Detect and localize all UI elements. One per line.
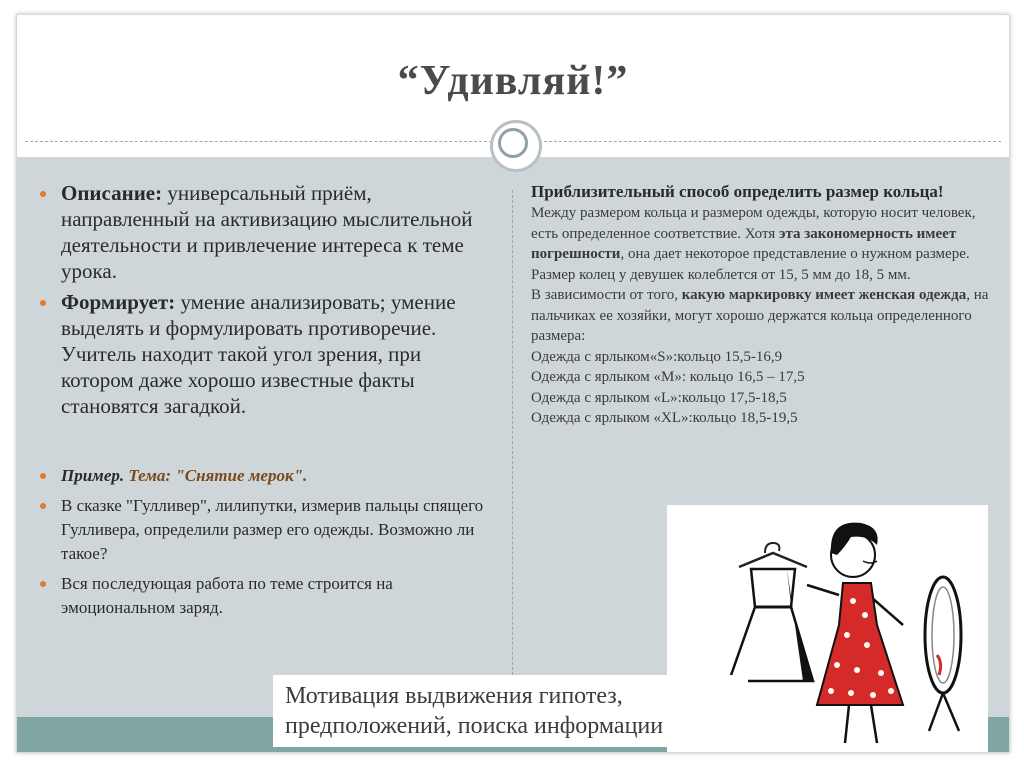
list-item-description [37, 180, 497, 284]
p1-text-b: , она дает некоторое представление о нужном размере. [620, 246, 970, 262]
size-line-m: Одежда с ярлыком «M»: кольцо 16,5 – 17,5 [531, 369, 805, 385]
red-dress-icon [817, 583, 903, 705]
ring-size-heading: Приблизительный способ определить размер кольца! [531, 182, 944, 201]
girl-legs [845, 705, 877, 743]
forms-label: Формирует: [61, 290, 176, 314]
mirror-icon [925, 577, 961, 693]
list-item-example [37, 464, 497, 488]
list-item-story [37, 494, 497, 566]
description-label: Описание: [61, 181, 163, 205]
p3-text-b: , на пальчиках ее хозяйки, могут хорошо держатся кольца определенного размера: [531, 287, 989, 344]
forms-text: умение анализировать; умение выделять и формулировать противоречие. Учитель находит такой угол зрения, при котором даже хорошо известные факты становятся загадкой. [61, 290, 456, 418]
hanger-hook-icon [765, 543, 779, 553]
circle-ornament-icon [490, 120, 542, 172]
paragraph-correspondence [531, 203, 1001, 265]
paragraph-ring-range: Размер колец у девушек колеблется от 15, 5 мм до 18, 5 мм. [531, 266, 911, 283]
motivation-caption: Мотивация выдвижения гипотез, предположений, поиска информации [273, 675, 748, 747]
p3-text-a: В зависимости от того, [531, 287, 682, 303]
p3-bold: какую маркировку имеет женская одежда [681, 287, 967, 303]
hanger-icon [739, 553, 807, 567]
column-divider [512, 190, 513, 710]
size-line-xl: Одежда с ярлыком «XL»:кольцо 18,5-19,5 [531, 410, 798, 426]
size-line-s: Одежда с ярлыком«S»:кольцо 15,5-16,9 [531, 348, 783, 365]
story-text: В сказке "Гулливер", лилипутки, измерив пальцы спящего Гулливера, определили размер его одежды. Возможно ли такое? [61, 496, 484, 563]
p1-text-a: Между размером кольца и размером одежды, которую носит человек, есть определенное соответствие. Хотя [531, 205, 976, 242]
girl-arm-left [807, 585, 839, 595]
list-item-work [37, 572, 497, 620]
slide-frame [16, 14, 1010, 753]
slide-title: “Удивляй!” [397, 58, 629, 104]
size-line-l: Одежда с ярлыком «L»:кольцо 17,5-18,5 [531, 389, 787, 406]
description-text: универсальный приём, направленный на активизацию мыслительной деятельности и привлечение интереса к теме урока. [61, 181, 473, 283]
example-topic: Тема: "Снятие мерок". [128, 466, 308, 485]
p1-bold: эта закономерность имеет погрешности [531, 225, 957, 262]
paragraph-marking [531, 285, 1001, 347]
work-text: Вся последующая работа по теме строится на эмоциональном заряд. [61, 574, 393, 617]
hanging-dress-icon [729, 569, 813, 681]
list-item-forms [37, 289, 497, 419]
right-column [531, 180, 1001, 429]
example-label: Пример. [61, 466, 129, 485]
left-column [37, 180, 497, 626]
mirror-stand [929, 693, 959, 731]
